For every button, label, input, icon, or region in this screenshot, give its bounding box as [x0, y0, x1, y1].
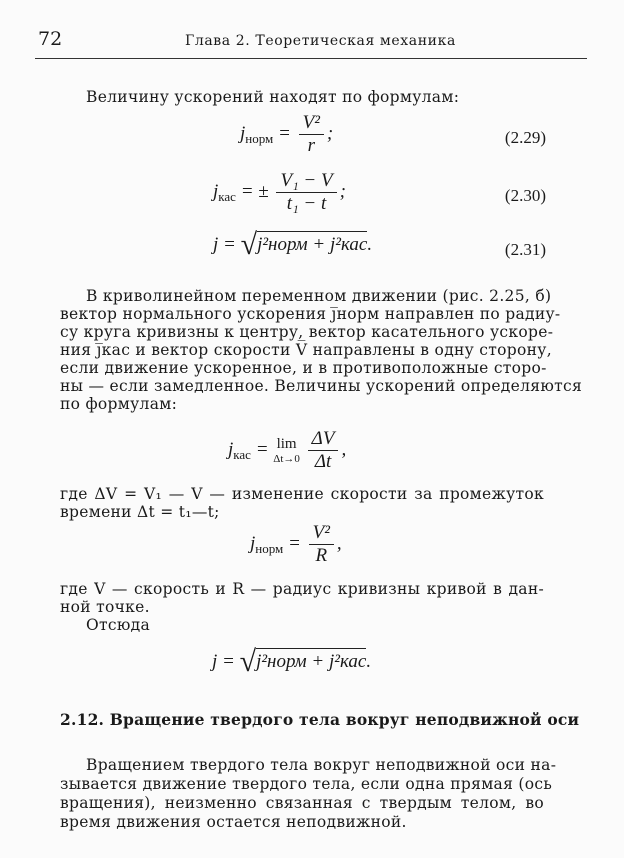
formula-lim: $j_{кас}$ = lim Δt→0 $\frac{\Delta V}{\Delta t}$ , [228, 428, 347, 472]
paragraph-line: времени Δt = t₁—t; [60, 503, 220, 521]
section-heading: 2.12. Вращение твердого тела вокруг неподвижной оси [60, 710, 580, 729]
running-header: Глава 2. Теоретическая механика [185, 33, 456, 49]
equation-2-31: j = √j²норм + j²кас. [213, 228, 373, 261]
paragraph-line: Отсюда [86, 616, 151, 634]
paragraph-line: вектор нормального ускорения j̅норм направлен по радиу- [60, 305, 561, 323]
paragraph-line: су круга кривизны к центру, вектор касательного ускоре- [60, 323, 554, 341]
equation-number: (2.31) [504, 240, 546, 259]
equation-number: (2.30) [504, 186, 546, 205]
paragraph-line: зывается движение твердого тела, если одна прямая (ось [60, 775, 553, 793]
paragraph-line: ния j̅кас и вектор скорости V̅ направлены в одну сторону, [60, 341, 552, 359]
equation-2-30: $j_{кас}$ = ± $\frac{\text{V₁ − V}}{\text{t₁ − t}}$ ; [213, 170, 346, 214]
header-rule [35, 58, 587, 59]
intro-text: Величину ускорений находят по формулам: [86, 88, 460, 106]
paragraph-line: ны — если замедленное. Величины ускорений определяются [60, 377, 583, 395]
paragraph-line: ной точке. [60, 598, 150, 616]
paragraph-line: если движение ускоренное, и в противоположные сторо- [60, 359, 547, 377]
equation-2-29: $j_{норм}$ = $\frac{\text{V²}}{r}$ ; [240, 112, 334, 156]
paragraph-line: время движения остается неподвижной. [60, 813, 407, 831]
paragraph-line: по формулам: [60, 395, 178, 413]
paragraph-line: где V — скорость и R — радиус кривизны кривой в дан- [60, 580, 544, 598]
equation-number: (2.29) [504, 128, 546, 147]
formula-j: j = √j²норм + j²кас. [212, 645, 372, 678]
paragraph-line: В криволинейном переменном движении (рис. 2.25, б) [86, 287, 552, 305]
paragraph-line: вращения), неизменно связанная с твердым телом, во [60, 794, 544, 812]
paragraph-line: Вращением твердого тела вокруг неподвижной оси на- [86, 756, 557, 774]
page-number: 72 [38, 28, 63, 50]
paragraph-line: где ΔV = V₁ — V — изменение скорости за промежуток [60, 485, 544, 503]
formula-norm: $j_{норм}$ = $\frac{\text{V²}}{R}$ , [250, 522, 342, 566]
